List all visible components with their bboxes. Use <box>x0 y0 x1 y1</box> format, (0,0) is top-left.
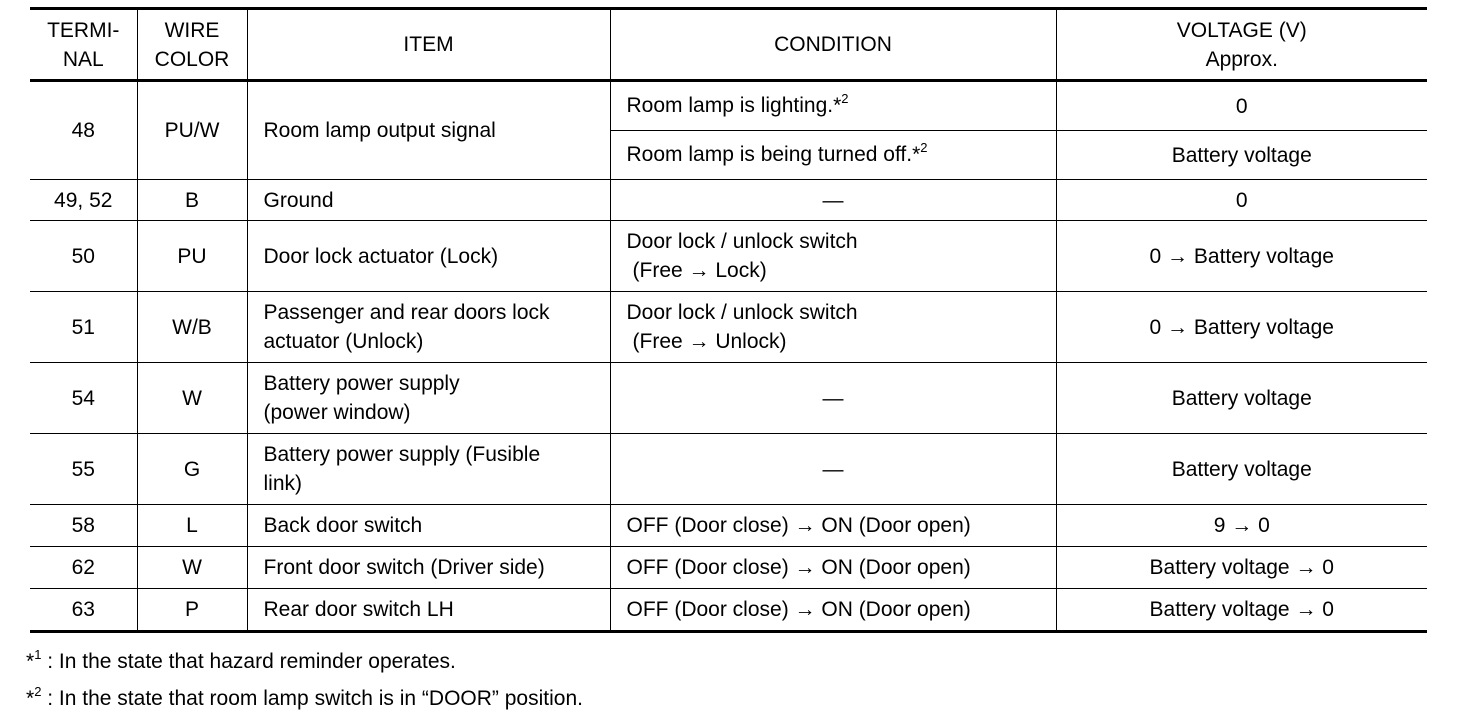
voltage-cell: 0 → Battery voltage <box>1056 221 1427 292</box>
condition-cell: OFF (Door close) → ON (Door open) <box>610 589 1056 632</box>
voltage-cell: Battery voltage <box>1056 434 1427 505</box>
item-cell: Back door switch <box>247 505 610 547</box>
item-cell: Door lock actuator (Lock) <box>247 221 610 292</box>
item-cell: Rear door switch LH <box>247 589 610 632</box>
terminal-cell: 62 <box>30 547 137 589</box>
condition-cell: — <box>610 180 1056 221</box>
terminal-cell: 63 <box>30 589 137 632</box>
wire-color-cell: G <box>137 434 247 505</box>
wire-color-cell: W/B <box>137 292 247 363</box>
table-row <box>30 547 1427 589</box>
condition-cell: Room lamp is being turned off.*$^2$ <box>610 131 1056 180</box>
item-cell: Battery power supply (power window) <box>247 363 610 434</box>
item-cell: Passenger and rear doors lock actuator (Unlock) <box>247 292 610 363</box>
wire-color-cell: P <box>137 589 247 632</box>
item-cell: Battery power supply (Fusible link) <box>247 434 610 505</box>
table-row <box>30 505 1427 547</box>
condition-cell: OFF (Door close) → ON (Door open) <box>610 505 1056 547</box>
voltage-cell: Battery voltage → 0 <box>1056 547 1427 589</box>
table-row <box>30 589 1427 632</box>
voltage-cell: Battery voltage <box>1056 131 1427 180</box>
voltage-cell: 0 <box>1056 180 1427 221</box>
table-row <box>30 363 1427 434</box>
condition-cell: Door lock / unlock switch (Free → Lock) <box>610 221 1056 292</box>
terminal-spec-table <box>30 7 1427 633</box>
voltage-cell: Battery voltage <box>1056 363 1427 434</box>
item-cell: Front door switch (Driver side) <box>247 547 610 589</box>
item-cell: Room lamp output signal <box>247 81 610 180</box>
wire-color-cell: B <box>137 180 247 221</box>
voltage-cell: 0 → Battery voltage <box>1056 292 1427 363</box>
condition-cell: — <box>610 363 1056 434</box>
condition-cell: OFF (Door close) → ON (Door open) <box>610 547 1056 589</box>
condition-cell: Room lamp is lighting.*$^2$ <box>610 81 1056 131</box>
terminal-cell: 51 <box>30 292 137 363</box>
footnote-2: *$^2$ : In the state that room lamp switch is in “DOOR” position. <box>26 684 583 710</box>
header-voltage: VOLTAGE (V) Approx. <box>1056 9 1427 81</box>
wire-color-cell: L <box>137 505 247 547</box>
table-row <box>30 292 1427 363</box>
header-wire-color: WIRE COLOR <box>137 9 247 81</box>
footnote-1: *$^1$ : In the state that hazard reminder operates. <box>26 647 456 673</box>
condition-cell: Door lock / unlock switch (Free → Unlock) <box>610 292 1056 363</box>
header-condition: CONDITION <box>610 9 1056 81</box>
table-row <box>30 180 1427 221</box>
wire-color-cell: PU <box>137 221 247 292</box>
terminal-cell: 48 <box>30 81 137 180</box>
wire-color-cell: W <box>137 363 247 434</box>
terminal-cell: 50 <box>30 221 137 292</box>
header-row <box>30 9 1427 81</box>
condition-cell: — <box>610 434 1056 505</box>
terminal-cell: 55 <box>30 434 137 505</box>
table-row <box>30 81 1427 131</box>
voltage-cell: Battery voltage → 0 <box>1056 589 1427 632</box>
table-row <box>30 434 1427 505</box>
terminal-cell: 49, 52 <box>30 180 137 221</box>
header-item: ITEM <box>247 9 610 81</box>
voltage-cell: 9 → 0 <box>1056 505 1427 547</box>
wire-color-cell: PU/W <box>137 81 247 180</box>
terminal-cell: 54 <box>30 363 137 434</box>
voltage-cell: 0 <box>1056 81 1427 131</box>
wire-color-cell: W <box>137 547 247 589</box>
table-row <box>30 221 1427 292</box>
terminal-cell: 58 <box>30 505 137 547</box>
header-terminal: TERMI- NAL <box>30 9 137 81</box>
item-cell: Ground <box>247 180 610 221</box>
